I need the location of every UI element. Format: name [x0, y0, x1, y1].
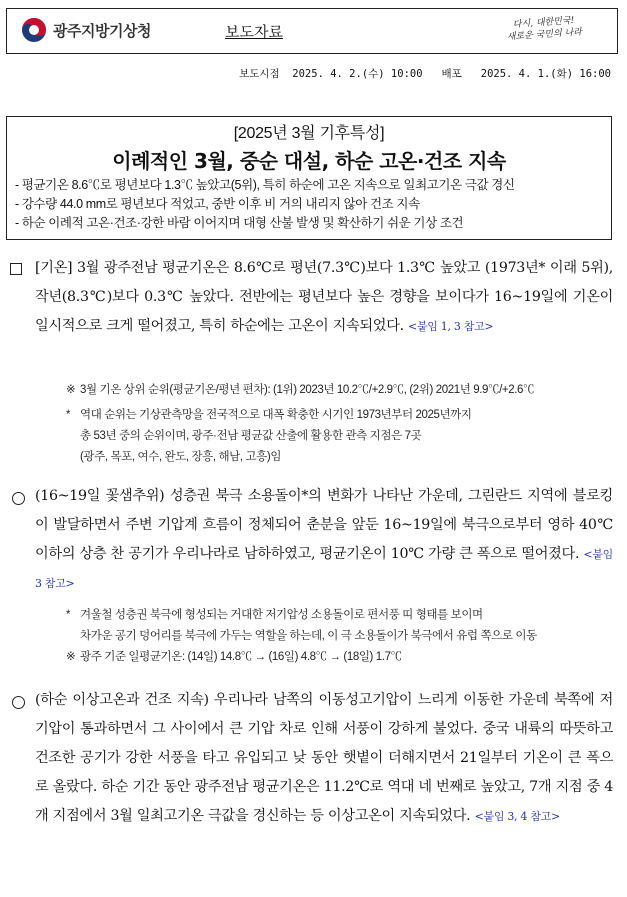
- summary-box: [6, 116, 612, 240]
- ranking-note: ※ 3월 기온 상위 순위(평균기온/평년 편차): (1위) 2023년 10.2℃/+2.9℃, (2위) 2021년 9.9℃/+2.6℃: [66, 380, 616, 401]
- summary-point: - 평균기온 8.6℃로 평년보다 1.3℃ 높았고(5위), 특히 하순에 고온 지속으로 일최고기온 극값 경신: [15, 178, 515, 192]
- agency-name: 광주지방기상청: [53, 21, 151, 40]
- summary-points: [15, 176, 611, 233]
- summary-title: 이례적인 3월, 중순 대설, 하순 고온·건조 지속: [112, 149, 506, 173]
- square-bullet-icon: [10, 263, 22, 275]
- attachment-reference: <붙임 3, 4 참고>: [474, 810, 560, 823]
- summary-point: - 강수량 44.0 mm로 평년보다 적었고, 중반 이후 비 거의 내리지 않아 건조 지속: [15, 197, 420, 211]
- asterisk-icon: *: [66, 409, 71, 421]
- summary-subtitle: [2025년 3월 기후특성]: [233, 125, 385, 142]
- circle-bullet-icon: [12, 492, 25, 505]
- attachment-reference: <붙임 3 참고>: [35, 548, 613, 590]
- asterisk-icon: *: [66, 609, 71, 621]
- footnote-polar-vortex: * 겨울철 성층권 북극에 형성되는 거대한 저기압성 소용돌이로 편서풍 띠 형태를 보이며 차가운 공기 덩어리를 북극에 가두는 역할을 하는데, 이 극 소용돌이가 북극에서 유럽 쪽으로 이동 ※ 광주 기준 일평균기온: (14일) 14.8℃ → (16일) 4.8℃ → (18일) 1.7℃: [66, 605, 616, 668]
- reference-mark-icon: ※: [66, 384, 76, 396]
- cold-snap-paragraph: [35, 482, 613, 598]
- header-box: [6, 8, 618, 54]
- slogan-line-1: 다시, 대한민국!: [512, 15, 575, 31]
- document-type: 보도자료: [225, 23, 283, 41]
- late-heat-paragraph: [35, 686, 613, 831]
- slogan: [488, 13, 599, 45]
- agency-logo: [21, 17, 151, 43]
- temperature-text: [기온] 3월 광주전남 평균기온은 8.6℃로 평년(7.3℃)보다 1.3℃ 높았고 (1973년* 이래 5위), 작년(8.3℃)보다 0.3℃ 높았다. 전반에는 평년보다 높은 경향을 보이다가 16~19일에 기온이 일시적으로 크게 떨어졌고, 특히 하순에는 고온이 지속되었다.: [35, 260, 613, 334]
- attachment-reference: <붙임 1, 3 참고>: [408, 320, 494, 333]
- temperature-paragraph: [35, 254, 613, 341]
- slogan-line-2: 새로운 국민의 나라: [506, 27, 583, 43]
- cold-snap-text: (16~19일 꽃샘추위) 성층권 북극 소용돌이*의 변화가 나타난 가운데, 그린란드 지역에 블로킹이 발달하면서 주변 기압계 흐름이 정체되어 춘분을 앞둔 16~19일에 북극으로부터 영하 40℃ 이하의 상층 찬 공기가 우리나라로 남하하였고, 평균기온이 10℃ 가량 큰 폭으로 떨어졌다.: [35, 488, 613, 562]
- circle-bullet-icon: [12, 696, 25, 709]
- summary-point: - 하순 이례적 고온·건조·강한 바람 이어지며 대형 산불 발생 및 확산하기 쉬운 기상 조건: [15, 216, 464, 230]
- release-schedule: 보도시점 2025. 4. 2.(수) 10:00 배포 2025. 4. 1.(화) 16:00: [239, 68, 611, 80]
- footnote-ranking-basis: * 역대 순위는 기상관측망을 전국적으로 대폭 확충한 시기인 1973년부터 2025년까지 총 53년 중의 순위이며, 광주·전남 평균값 산출에 활용한 관측 지점은 7곳 (광주, 목포, 여수, 완도, 장흥, 해남, 고흥)임: [66, 405, 616, 468]
- taegeuk-logo-icon: [21, 17, 47, 43]
- reference-mark-icon: ※: [66, 651, 76, 663]
- late-heat-text: (하순 이상고온과 건조 지속) 우리나라 남쪽의 이동성고기압이 느리게 이동한 가운데 북쪽에 저기압이 통과하면서 그 사이에서 큰 기압 차로 인해 서풍이 강하게 불었다. 중국 내륙의 따뜻하고 건조한 공기가 강한 서풍을 타고 유입되고 낮 동안 햇볕이 더해지면서 21일부터 기온이 큰 폭으로 올랐다. 하순 기간 동안 광주전남 평균기온은 11.2℃로 역대 네 번째로 높았고, 7개 지점 중 4개 지점에서 3월 일최고기온 극값을 경신하는 등 이상고온이 지속되었다.: [35, 692, 613, 824]
